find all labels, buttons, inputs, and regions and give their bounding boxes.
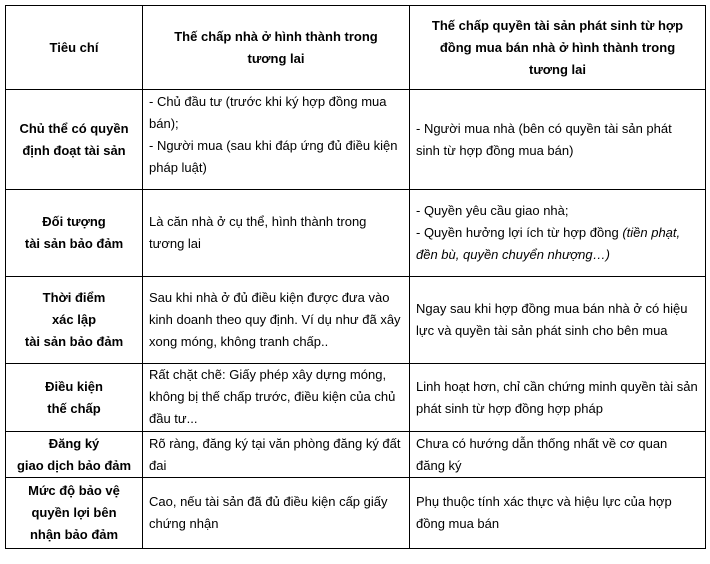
criteria-cell (6, 432, 143, 478)
criteria-line: Đăng ký (48, 435, 100, 451)
col2-cell: Phụ thuộc tính xác thực và hiệu lực của hợp đồng mua bán (410, 478, 706, 549)
col2-cell: Ngay sau khi hợp đồng mua bán nhà ở có hiệu lực và quyền tài sản phát sinh cho bên mua (410, 277, 706, 364)
comparison-table (5, 5, 706, 549)
criteria-line: Điều kiện (45, 378, 103, 394)
col2-cell: Chưa có hướng dẫn thống nhất về cơ quan đăng ký (410, 432, 706, 478)
col1-cell: Cao, nếu tài sản đã đủ điều kiện cấp giấy chứng nhận (143, 478, 410, 549)
criteria-cell (6, 364, 143, 432)
col2-italic-text: (tiền phạt, đền bù, quyền chuyển nhượng…) (416, 225, 681, 262)
criteria-cell: Chủ thể có quyền định đoạt tài sản (6, 90, 143, 190)
col1-line: - Chủ đầu tư (trước khi ký hợp đồng mua bán); (149, 94, 387, 131)
criteria-line: giao dịch bảo đảm (16, 457, 132, 473)
header-col1: Thế chấp nhà ở hình thành trong tương lai (143, 6, 410, 90)
criteria-line: thế chấp (47, 400, 101, 416)
criteria-line: tài sản bảo đảm (24, 334, 124, 349)
col1-cell (143, 90, 410, 190)
table-row (6, 478, 706, 549)
criteria-cell: Mức độ bảo vệ quyền lợi bên nhận bảo đảm (6, 478, 143, 549)
table-row (6, 190, 706, 277)
table-row (6, 364, 706, 432)
criteria-line: Thời điểm (42, 290, 106, 305)
criteria-line: tài sản bảo đảm (24, 236, 124, 251)
col1-line: - Người mua (sau khi đáp ứng đủ điều kiện pháp luật) (149, 138, 398, 175)
col2-line (416, 222, 699, 266)
header-col2: Thế chấp quyền tài sản phát sinh từ hợp đồng mua bán nhà ở hình thành trong tương lai (410, 6, 706, 90)
criteria-cell (6, 277, 143, 364)
criteria-line: xác lập (51, 312, 97, 327)
col2-cell: Linh hoạt hơn, chỉ cần chứng minh quyền tài sản phát sinh từ hợp đồng hợp pháp (410, 364, 706, 432)
col1-cell: Rõ ràng, đăng ký tại văn phòng đăng ký đất đai (143, 432, 410, 478)
table-row (6, 277, 706, 364)
col2-text: - Quyền hưởng lợi ích từ hợp đồng (416, 225, 623, 240)
col1-cell: Rất chặt chẽ: Giấy phép xây dựng móng, không bị thế chấp trước, điều kiện của chủ đầu tư... (143, 364, 410, 432)
header-row (6, 6, 706, 90)
col2-cell (410, 190, 706, 277)
col2-cell: - Người mua nhà (bên có quyền tài sản phát sinh từ hợp đồng mua bán) (410, 90, 706, 190)
header-criteria: Tiêu chí (6, 6, 143, 90)
table-row (6, 90, 706, 190)
criteria-cell (6, 190, 143, 277)
criteria-line: Đối tượng (42, 214, 106, 229)
col1-cell: Là căn nhà ở cụ thể, hình thành trong tương lai (143, 190, 410, 277)
col2-line: - Quyền yêu cầu giao nhà; (416, 203, 569, 218)
col1-cell: Sau khi nhà ở đủ điều kiện được đưa vào kinh doanh theo quy định. Ví dụ như đã xây xong móng, không tranh chấp.. (143, 277, 410, 364)
table-row (6, 432, 706, 478)
